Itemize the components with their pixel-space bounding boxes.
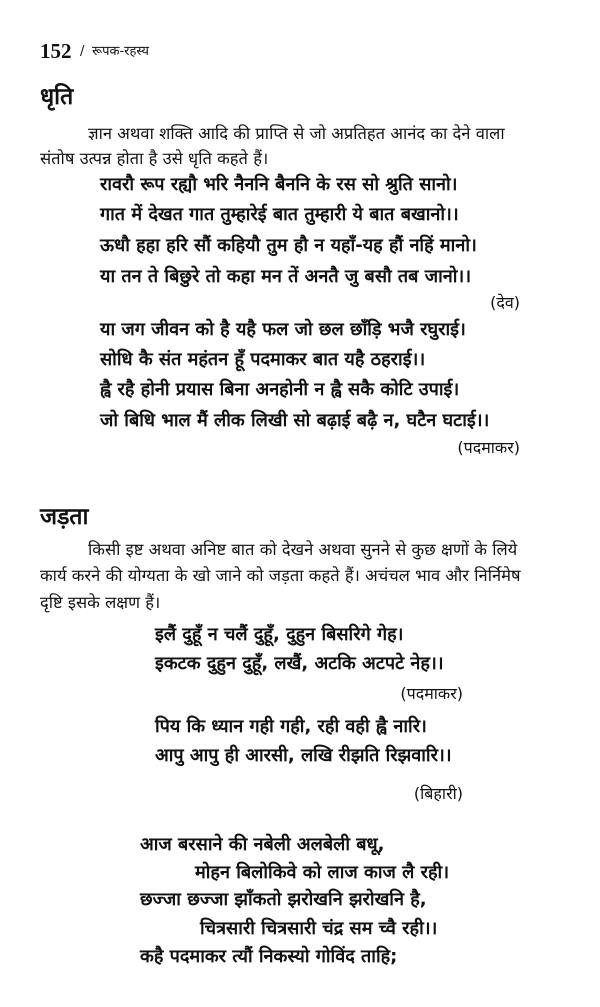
section-heading-dhriti: धृति	[40, 84, 74, 110]
verse-line: इकटक दुहुन दुहूँ, लखैं, अटकि अटपटे नेह।।	[155, 653, 444, 674]
verse-line: आज बरसाने की नबेली अलबेली बधू,	[140, 834, 385, 855]
verse-line: गात में देखत गात तुम्हारेई बात तुम्हारी ये बात बखानो।।	[100, 204, 459, 225]
section-heading-jadta: जड़ता	[40, 504, 89, 530]
verse-line: या तन ते बिछुरे तो कहा मन तें अनतै जु बसौ तब जानो।।	[100, 266, 472, 287]
verse-line: मोहन बिलोकिवे को लाज काज लै रही।	[195, 862, 450, 883]
poet-attribution: (पदमाकर)	[400, 684, 463, 703]
paragraph-line: ज्ञान अथवा शक्ति आदि की प्राप्ति से जो अप्रतिहत आनंद का देने वाला	[88, 124, 505, 143]
book-title: रूपक-रहस्य	[92, 44, 149, 59]
verse-line: छज्जा छज्जा झाँकतो झरोखनि झरोखनि है,	[140, 889, 427, 910]
verse-line: सोधि कै संत महंतन हूँ पदमाकर बात यहै ठहराई।।	[100, 349, 426, 370]
verse-line: आपु आपु ही आरसी, लखि रीझति रिझवारि।।	[155, 745, 452, 766]
poet-attribution: (देव)	[490, 293, 520, 312]
paragraph-line: दृष्टि इसके लक्षण हैं।	[40, 593, 161, 612]
verse-line: जो बिधि भाल मैं लीक लिखी सो बढ़ाई बढ़ै न, घटैन घटाई।।	[100, 410, 490, 431]
poet-attribution: (पदमाकर)	[457, 438, 520, 457]
page-number: 152	[40, 39, 72, 63]
header-separator: /	[80, 44, 85, 59]
paragraph-line: संतोष उत्पन्न होता है उसे धृति कहते हैं।	[40, 149, 269, 168]
verse-line: इलैं दुहूँ न चलैं दुहूँ, दुहुन बिसरिगे गेह।	[155, 624, 404, 645]
paragraph-line: किसी इष्ट अथवा अनिष्ट बात को देखने अथवा सुनने से कुछ क्षणों के लिये	[88, 540, 518, 559]
verse-line: या जग जीवन को है यहै फल जो छल छाँड़ि भजै रघुराई।	[100, 319, 466, 340]
poet-attribution: (बिहारी)	[413, 784, 463, 803]
verse-line: ऊधौ हहा हरि सौं कहियौ तुम हौ न यहाँ-यह हौं नहिं मानो।	[100, 235, 477, 256]
verse-line: कहै पदमाकर त्यौं निकस्यो गोविंद ताहि;	[140, 946, 398, 967]
verse-line: चित्रसारी चित्रसारी चंद्र सम च्वै रही।।	[200, 918, 438, 939]
verse-line: पिय कि ध्यान गही गही, रही वही ह्वै नारि।	[155, 716, 427, 737]
verse-line: ह्वै रहै होनी प्रयास बिना अनहोनी न ह्वै सकै कोटि उपाई।	[100, 379, 460, 400]
paragraph-line: कार्य करने की योग्यता के खो जाने को जड़ता कहते हैं। अचंचल भाव और निर्निमेष	[40, 566, 521, 585]
verse-line: रावरौ रूप रह्यौ भरि नैननि बैननि के रस सो श्रुति सानो।	[100, 174, 458, 195]
